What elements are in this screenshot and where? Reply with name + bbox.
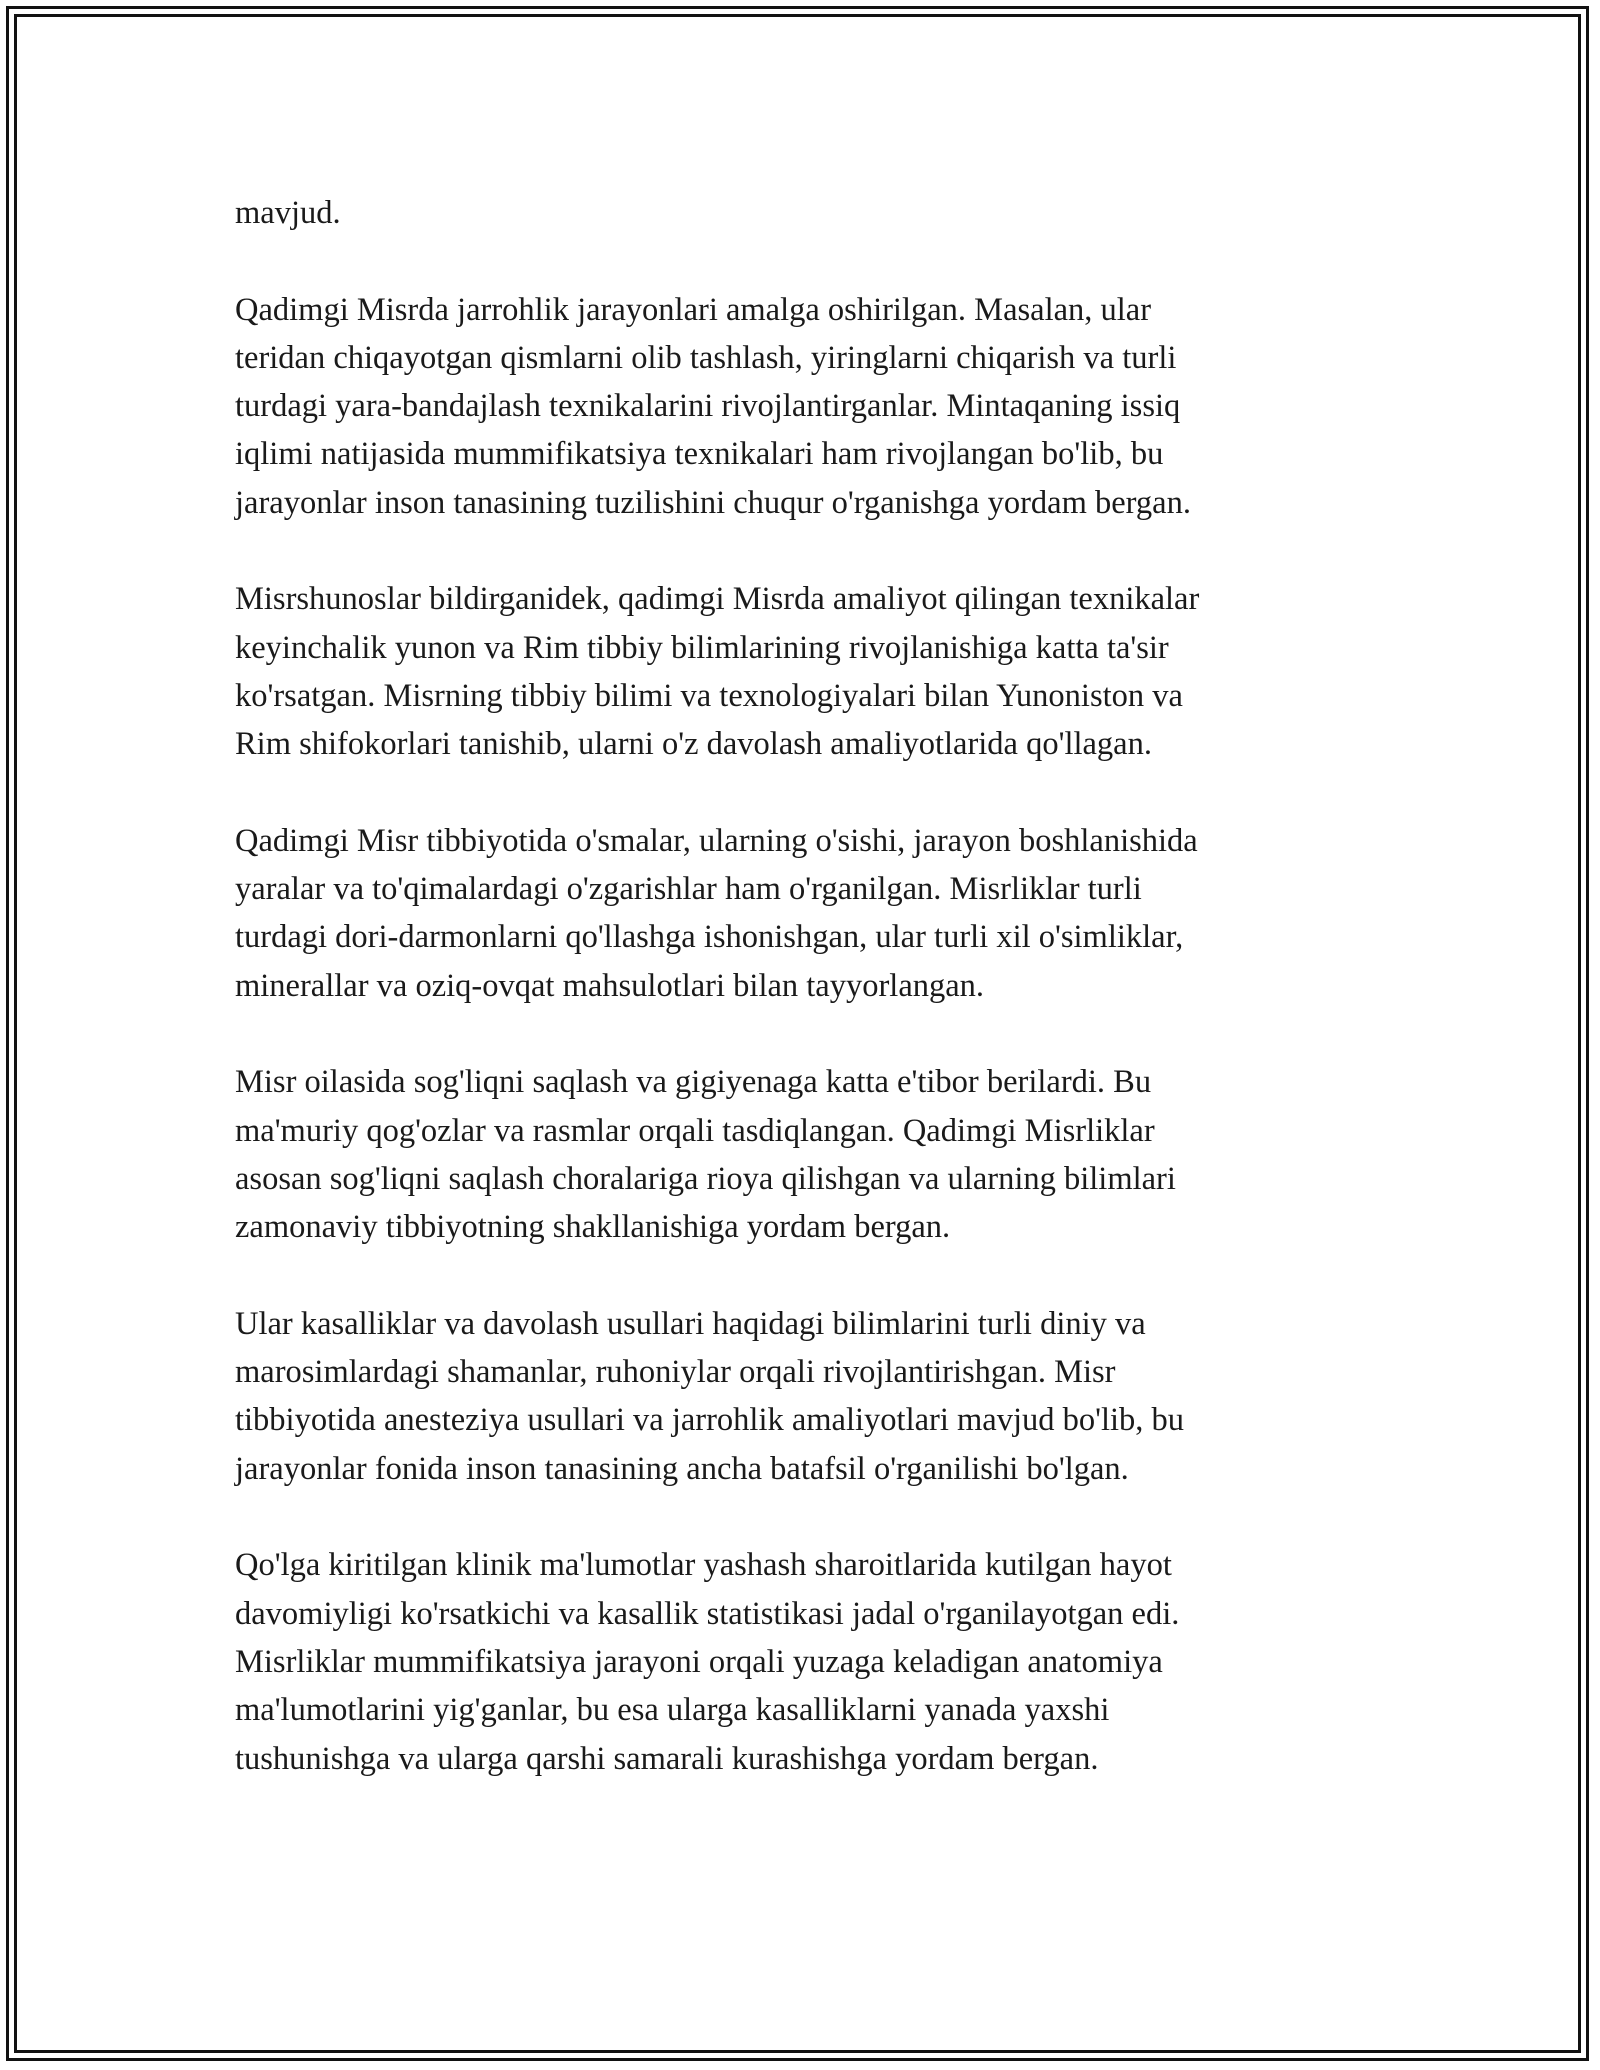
paragraph-7: Qo'lga kiritilgan klinik ma'lumotlar yashash sharoitlarida kutilgan hayot davomiyligi ko'rsatkichi va kasallik statistikasi jadal o'rganilayotgan edi. Misrliklar mummifikatsiya jarayoni orqali yuzaga keladigan anatomiya ma'lumotlarini yig'ganlar, bu esa ularga kasalliklarni yanada yaxshi tushunishga va ularga qarshi samarali kurashishga yordam bergan. (235, 1547, 1180, 1777)
paragraph-5: Misr oilasida sog'liqni saqlash va gigiyenaga katta e'tibor berilardi. Bu ma'muriy qog'ozlar va rasmlar orqali tasdiqlangan. Qadimgi Misrliklar asosan sog'liqni saqlash choralariga rioya qilishgan va ularning bilimlari zamonaviy tibbiyotning shakllanishiga yordam bergan. (235, 1064, 1176, 1246)
paragraph-4: Qadimgi Misr tibbiyotida o'smalar, ularning o'sishi, jarayon boshlanishida yaralar va to'qimalardagi o'zgarishlar ham o'rganilgan. Misrliklar turli turdagi dori-darmonlarni qo'llashga ishonishgan, ular turli xil o'simliklar, minerallar va oziq-ovqat mahsulotlari bilan tayyorlangan. (235, 822, 1198, 1004)
paragraph-1: mavjud. (235, 195, 341, 231)
paragraph-2: Qadimgi Misrda jarrohlik jarayonlari amalga oshirilgan. Masalan, ular teridan chiqayotgan qismlarni olib tashlash, yiringlarni chiqarish va turli turdagi yara-bandajlash texnikalarini rivojlantirganlar. Mintaqaning issiq iqlimi natijasida mummifikatsiya texnikalari ham rivojlangan bo'lib, bu jarayonlar inson tanasining tuzilishini chuqur o'rganishga yordam bergan. (235, 291, 1191, 521)
paragraph-3: Misrshunoslar bildirganidek, qadimgi Misrda amaliyot qilingan texnikalar keyinchalik yunon va Rim tibbiy bilimlarining rivojlanishiga katta ta'sir ko'rsatgan. Misrning tibbiy bilimi va texnologiyalari bilan Yunoniston va Rim shifokorlari tanishib, ularni o'z davolash amaliyotlarida qo'llagan. (235, 581, 1200, 763)
paragraph-6: Ular kasalliklar va davolash usullari haqidagi bilimlarini turli diniy va marosimlardagi shamanlar, ruhoniylar orqali rivojlantirishgan. Misr tibbiyotida anesteziya usullari va jarrohlik amaliyotlari mavjud bo'lib, bu jarayonlar fonida inson tanasining ancha batafsil o'rganilishi bo'lgan. (235, 1305, 1185, 1487)
document-body (235, 189, 1365, 1831)
